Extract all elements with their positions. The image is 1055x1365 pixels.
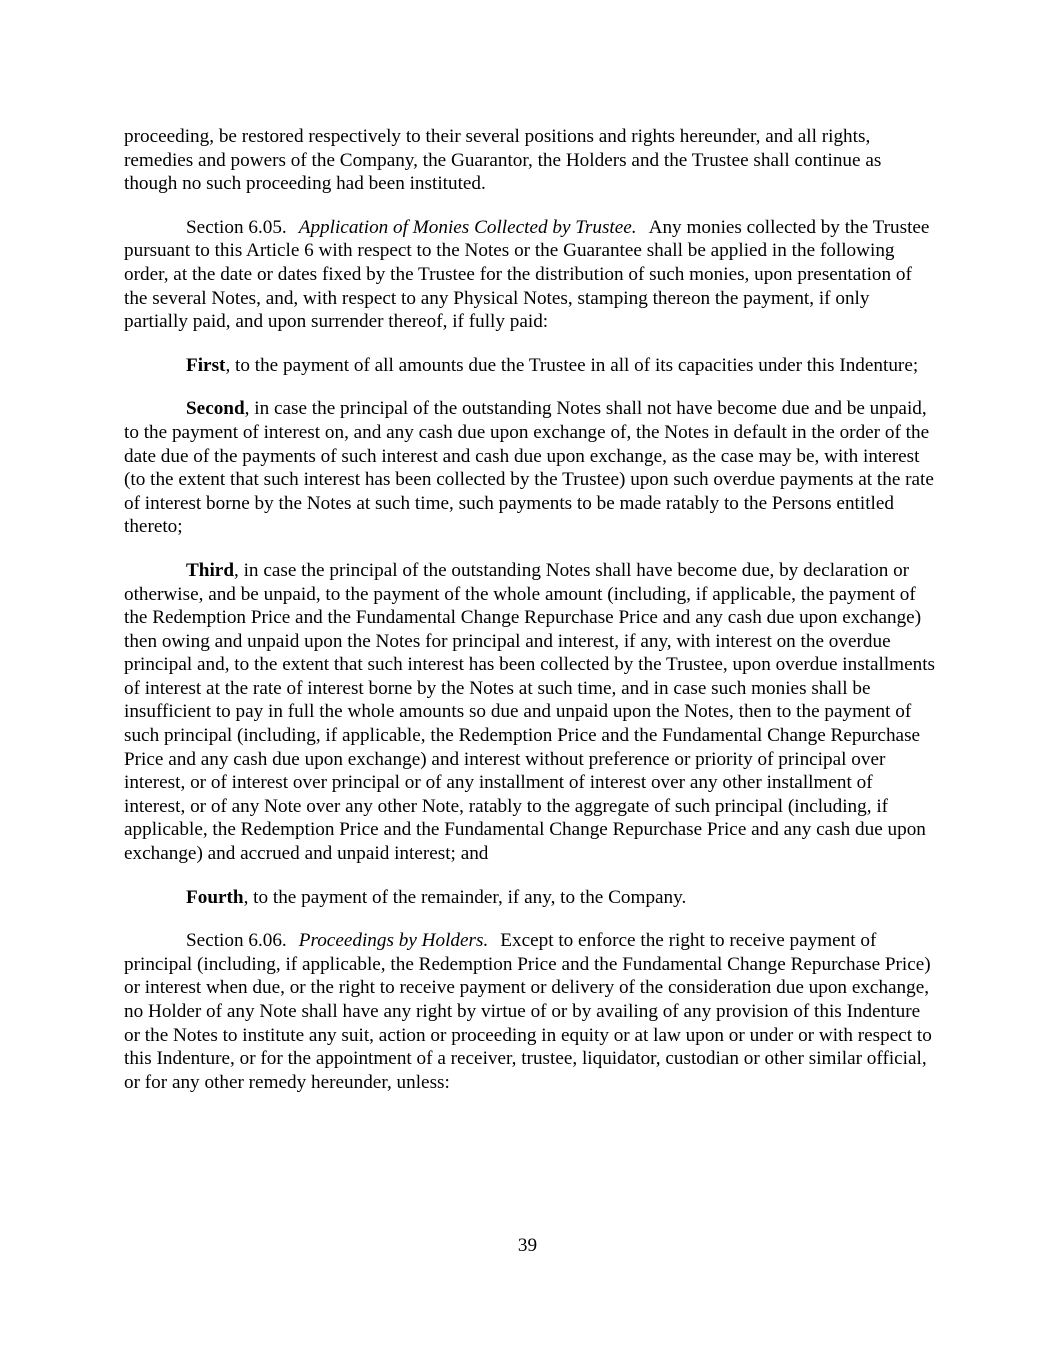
section-6-06-paragraph: [124, 929, 936, 1094]
second-clause-lead: Second: [186, 398, 245, 420]
section-6-05-heading: Application of Monies Collected by Trustee.: [298, 216, 637, 238]
document-body: [124, 125, 936, 1114]
section-6-05-number: Section 6.05.: [186, 216, 287, 238]
section-6-06-heading: Proceedings by Holders.: [298, 930, 489, 952]
first-clause-body: , to the payment of all amounts due the Trustee in all of its capacities under this Indenture;: [225, 354, 919, 376]
continuation-paragraph: proceeding, be restored respectively to their several positions and rights hereunder, and all rights, remedies and powers of the Company, the Guarantor, the Holders and the Trustee shall continue as though no such proceeding had been instituted.: [124, 126, 882, 195]
second-clause-paragraph: [124, 397, 936, 539]
first-clause-lead: First: [186, 354, 226, 376]
section-6-05-paragraph: [124, 216, 936, 334]
page-number: 39: [517, 1235, 538, 1256]
first-clause-paragraph: [124, 354, 936, 378]
section-6-06-number: Section 6.06.: [186, 930, 287, 952]
fourth-clause-paragraph: [124, 886, 936, 910]
fourth-clause-lead: Fourth: [186, 886, 244, 908]
third-clause-body: , in case the principal of the outstanding Notes shall have become due, by declaration or otherwise, and be unpaid, to the payment of the whole amount (including, if applicable, the payment of the Redemption Price and the Fundamental Change Repurchase Price and any cash due upon exchange) then owing and unpaid upon the Notes for principal and interest, if any, with interest on the overdue principal and, to the extent that such interest has been collected by the Trustee, upon overdue installments of interest at the rate of interest borne by the Notes at such time, and in case such monies shall be insufficient to pay in full the whole amounts so due and unpaid upon the Notes, then to the payment of such principal (including, if applicable, the Redemption Price and the Fundamental Change Repurchase Price and any cash due upon exchange) and interest without preference or priority of principal over interest, or of interest over principal or of any installment of interest over any other installment of interest, or of any Note over any other Note, ratably to the aggregate of such principal (including, if applicable, the Redemption Price and the Fundamental Change Repurchase Price and any cash due upon exchange) and accrued and unpaid interest; and: [124, 559, 935, 865]
section-6-05-body: Any monies collected by the Trustee pursuant to this Article 6 with respect to the Notes or the Guarantee shall be applied in the following order, at the date or dates fixed by the Trustee for the distribution of such monies, upon presentation of the several Notes, and, with respect to any Physical Notes, stamping thereon the payment, if only partially paid, and upon surrender thereof, if fully paid:: [124, 216, 930, 333]
second-clause-body: , in case the principal of the outstanding Notes shall not have become due and be unpaid, to the payment of interest on, and any cash due upon exchange of, the Notes in default in the order of the date due of the payments of such interest and cash due upon exchange, as the case may be, with interest (to the extent that such interest has been collected by the Trustee) upon such overdue payments at the rate of interest borne by the Notes at such time, such payments to be made ratably to the Persons entitled thereto;: [124, 398, 934, 538]
third-clause-lead: Third: [186, 559, 234, 581]
fourth-clause-body: , to the payment of the remainder, if any, to the Company.: [243, 886, 687, 908]
third-clause-paragraph: [124, 559, 936, 866]
section-6-06-body: Except to enforce the right to receive payment of principal (including, if applicable, the Redemption Price and the Fundamental Change Repurchase Price) or interest when due, or the right to receive payment or delivery of the consideration due upon exchange, no Holder of any Note shall have any right by virtue of or by availing of any provision of this Indenture or the Notes to institute any suit, action or proceeding in equity or at law upon or under or with respect to this Indenture, or for the appointment of a receiver, trustee, liquidator, custodian or other similar official, or for any other remedy hereunder, unless:: [124, 930, 932, 1093]
